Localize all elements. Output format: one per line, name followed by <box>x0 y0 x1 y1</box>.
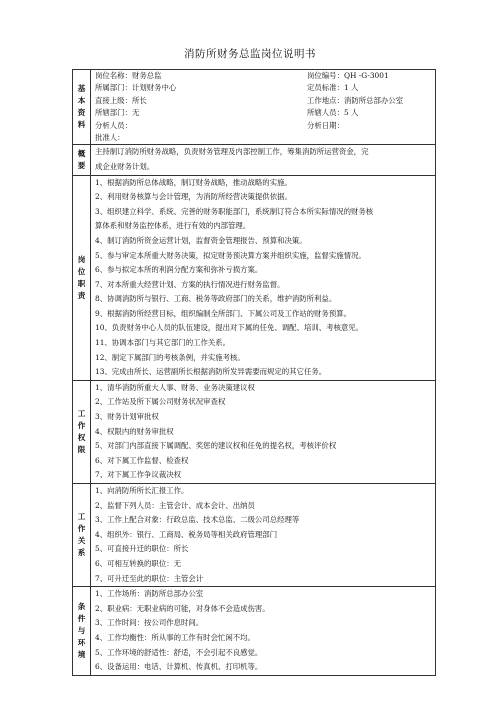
duty-item: 7、对本所重大经营计划、方案的执行情况进行财务监督。 <box>95 279 285 289</box>
info-field: 岗位名称：财务总监 <box>95 71 162 80</box>
duty-item: 1、根据消防所总体战略，制订财务战略，推动战略的实施。 <box>95 177 292 187</box>
condition-item: 5、工作环境的舒适性：舒适，不会引起不良感觉。 <box>95 647 263 657</box>
authority-item: 2、工作站及所下属公司财务状况审查权 <box>95 397 226 407</box>
condition-item: 1、工作场所：消防所总部办公室 <box>95 589 204 599</box>
relation-item: 6、可相互转换的职位：无 <box>95 558 182 568</box>
relations-row <box>73 484 436 587</box>
duty-item: 4、制订消防所资金运营计划，监督资金管理报告、预算和决策。 <box>95 235 307 245</box>
info-field: 定员标准：1 人 <box>307 83 359 93</box>
authority-item: 6、对下属工作监督、检查权 <box>95 455 189 465</box>
relation-item: 3、工作上配合对象：行政总监、技术总监、二级公司总经理等 <box>95 515 300 525</box>
duties-content <box>91 175 436 380</box>
authority-item: 5、对部门内部直接下属调配、奖惩的建议权和任免的提名权，考核评价权 <box>95 441 337 451</box>
duty-item: 5、参与审定本所重大财务决策，拟定财务预决算方案并组织实施，监督实施情况。 <box>95 250 366 260</box>
duty-item: 9、根据消防所经营目标，组织编制全所部门、下属公司及工作站的财务预算。 <box>95 308 351 318</box>
relations-content <box>91 484 436 587</box>
info-field: 分析日期： <box>307 120 344 130</box>
authority-item: 3、财务计划审批权 <box>95 412 159 422</box>
info-field: 所辖部门：无 <box>95 108 140 118</box>
duty-item: 8、协调消防所与银行、工商、税务等政府部门的关系，维护消防所利益。 <box>95 294 337 304</box>
info-field: 工作地点：消防所总部办公室 <box>307 95 404 105</box>
document-title: 消防所财务总监岗位说明书 <box>184 48 316 60</box>
basic-info-label: 基 本 资 料 <box>73 70 91 145</box>
authority-label: 工 作 权 限 <box>73 380 91 483</box>
info-field: 批准人： <box>95 132 125 142</box>
relation-item: 2、监督下列人员：主管会计、成本会计、出纳员 <box>95 500 255 510</box>
info-field <box>307 132 435 144</box>
info-field: 所辖人员：5 人 <box>307 108 359 118</box>
duty-item: 13、完成由所长、运营副所长根据消防所发异需要而规定的其它任务。 <box>95 367 327 377</box>
relations-label: 工 作 关 系 <box>73 484 91 587</box>
job-description-table <box>72 69 436 676</box>
info-field: 所属部门：计划财务中心 <box>95 83 177 93</box>
authority-item: 1、清华消防所重大人事、财务、业务决策建议权 <box>95 382 255 392</box>
relation-item: 5、可直接升迁的职位：所长 <box>95 544 189 554</box>
duties-label: 岗 位 职 责 <box>73 175 91 380</box>
duty-item: 算体系和财务监控体系，进行有效的内部管理。 <box>95 221 251 231</box>
info-field: 直接上级：所长 <box>95 95 147 105</box>
authority-row <box>73 380 436 483</box>
relation-item: 4、组织外：银行、工商局、税务局等相关政府管理部门 <box>95 529 278 539</box>
duty-item: 6、参与拟定本所的利润分配方案和弥补亏损方案。 <box>95 265 263 275</box>
relation-item: 1、向消防所所长汇报工作。 <box>95 486 189 495</box>
condition-item: 2、职业病：无职业病的可能，对身体不会造成伤害。 <box>95 603 270 613</box>
conditions-content <box>91 587 436 676</box>
relation-item: 7、可升迁至此的职位：主管会计 <box>95 573 204 583</box>
conditions-row <box>73 587 436 676</box>
condition-item: 3、工作时间：按公司作息时间。 <box>95 618 204 628</box>
condition-item: 6、设备运用：电话、计算机、传真机、打印机等。 <box>95 662 263 672</box>
overview-line: 主持制订消防所财务战略，负责财务管理及内部控制工作，筹集消防所运营资金，完 <box>95 147 369 157</box>
overview-content <box>91 145 436 175</box>
overview-row <box>73 145 436 175</box>
authority-item: 4、权限内的财务审批权 <box>95 426 174 436</box>
overview-line: 成企业财务计划。 <box>95 161 155 171</box>
info-field: 岗位编号：QH -G-3001 <box>307 71 389 80</box>
duty-item: 11、协调本部门与其它部门的工作关系。 <box>95 338 231 348</box>
info-field: 分析人员： <box>95 120 132 130</box>
duty-item: 2、利用财务核算与会计管理，为消防所经营决策提供依据。 <box>95 192 292 202</box>
conditions-label: 条 件 与 环 境 <box>73 587 91 676</box>
overview-label: 概 要 <box>73 145 91 175</box>
condition-item: 4、工作均衡性：所从事的工作有时会忙闲不均。 <box>95 632 255 642</box>
basic-info-content <box>91 70 436 145</box>
duty-item: 3、组织建立科学、系统、完善的财务职能部门，系统制订符合本所实际情况的财务核 <box>95 206 374 216</box>
authority-item: 7、对下属工作争议裁决权 <box>95 470 182 480</box>
duties-row <box>73 175 436 380</box>
duty-item: 10、负责财务中心人员的队伍建设，提出对下属的任免、调配、培训、考核意见。 <box>95 323 364 333</box>
authority-content <box>91 380 436 483</box>
basic-info-row <box>73 70 436 145</box>
duty-item: 12、制定下属部门的考核条例，并实施考核。 <box>95 352 245 362</box>
